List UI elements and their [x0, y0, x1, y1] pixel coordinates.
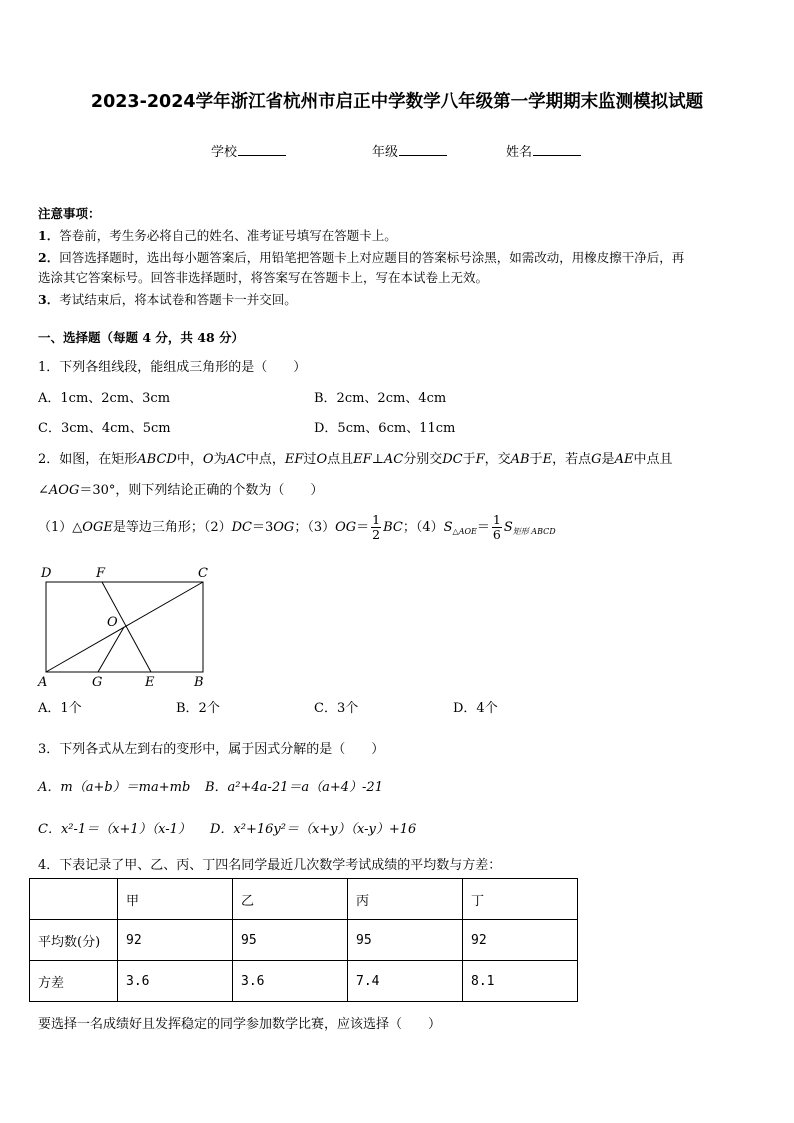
name-label: 姓名 — [506, 145, 533, 160]
q2-stem-line2: ∠AOG＝30°，则下列结论正确的个数为（ ） — [38, 483, 324, 498]
fraction-one-sixth: $\frac{1}{6}$ — [492, 512, 501, 542]
q3-option-c[interactable]: C．x²-1＝（x+1）（x-1） — [38, 822, 191, 837]
table-cell: 8.1 — [463, 961, 578, 1002]
note-3: 3．考试结束后，将本试卷和答题卡一并交回。 — [38, 292, 297, 307]
table-cell: 95 — [233, 920, 348, 961]
table-row — [30, 961, 578, 1002]
q1-option-d[interactable]: D．5cm、6cm、11cm — [314, 421, 456, 436]
name-blank[interactable] — [533, 142, 581, 156]
note-2-line2: 选涂其它答案标号。回答非选择题时，将答案写在答题卡上，写在本试卷上无效。 — [38, 270, 489, 285]
scores-table — [29, 878, 578, 1002]
table-cell: 3.6 — [118, 961, 233, 1002]
table-cell: 平均数(分) — [30, 920, 118, 961]
school-field[interactable] — [211, 141, 286, 160]
grade-blank[interactable] — [399, 142, 447, 156]
label-f: F — [96, 566, 106, 581]
q2-option-b[interactable]: B．2个 — [176, 701, 220, 716]
q3-option-a[interactable]: A．m（a+b）＝ma+mb — [38, 780, 191, 795]
note-2-line1: 2．回答选择题时，选出每小题答案后，用铅笔把答题卡上对应题目的答案标号涂黑，如需改动，用橡皮擦干净后，再 — [38, 250, 685, 265]
q4-question: 要选择一名成绩好且发挥稳定的同学参加数学比赛，应该选择（ ） — [38, 1017, 442, 1032]
label-e: E — [145, 675, 155, 690]
diagonal-ac — [46, 582, 203, 672]
exam-title: 2023-2024学年浙江省杭州市启正中学数学八年级第一学期期末监测模拟试题 — [90, 92, 704, 112]
grade-field[interactable] — [372, 141, 447, 160]
table-header-cell: 丁 — [463, 879, 578, 920]
notes-heading: 注意事项： — [38, 206, 101, 221]
segment-og — [98, 627, 124, 672]
table-cell: 方差 — [30, 961, 118, 1002]
label-a: A — [38, 675, 48, 690]
q2-option-a[interactable]: A．1个 — [38, 701, 82, 716]
q4-stem: 4．下表记录了甲、乙、丙、丁四名同学最近几次数学考试成绩的平均数与方差： — [38, 858, 502, 873]
name-field[interactable] — [506, 141, 581, 160]
q1-option-c[interactable]: C．3cm、4cm、5cm — [38, 421, 171, 436]
table-header-cell: 甲 — [118, 879, 233, 920]
q1-option-b[interactable]: B．2cm、2cm、4cm — [314, 391, 447, 406]
table-cell: 7.4 — [348, 961, 463, 1002]
table-cell: 3.6 — [233, 961, 348, 1002]
table-cell: 92 — [118, 920, 233, 961]
label-b: B — [194, 675, 204, 690]
table-header-row — [30, 879, 578, 920]
note-1: 1．答卷前，考生务必将自己的姓名、准考证号填写在答题卡上。 — [38, 228, 397, 243]
rectangle-figure — [36, 564, 216, 690]
q2-option-c[interactable]: C．3个 — [314, 701, 359, 716]
label-d: D — [41, 566, 52, 581]
table-header-cell: 乙 — [233, 879, 348, 920]
q3-stem: 3．下列各式从左到右的变形中，属于因式分解的是（ ） — [38, 742, 385, 757]
table-header-cell: 丙 — [348, 879, 463, 920]
label-g: G — [92, 675, 103, 690]
q2-option-d[interactable]: D．4个 — [453, 701, 498, 716]
q2-stem-line1: 2．如图，在矩形ABCD中，O为AC中点，EF过O点且EF⊥AC分别交DC于F，交AB于E，若点G是AE中点且 — [38, 452, 673, 467]
label-c: C — [198, 566, 208, 581]
label-o: O — [107, 615, 118, 630]
school-label: 学校 — [211, 145, 238, 160]
table-header-cell — [30, 879, 118, 920]
q2-conclusions: （1）△OGE是等边三角形；（2）DC＝3OG；（3）OG＝ $\frac{1}{2}$ BC；$(4)S_{\triangle AOE}=$ $\frac{1}{6}$ $S_{矩形 ABCD}$ — [38, 512, 556, 542]
table-cell: 92 — [463, 920, 578, 961]
grade-label: 年级 — [372, 145, 399, 160]
table-cell: 95 — [348, 920, 463, 961]
q3-option-d[interactable]: D．x²+16y²＝（x+y）（x-y）+16 — [210, 822, 417, 837]
q3-option-b[interactable]: B．a²+4a-21＝a（a+4）-21 — [205, 780, 383, 795]
school-blank[interactable] — [238, 142, 286, 156]
q1-stem: 1．下列各组线段，能组成三角形的是（ ） — [38, 360, 307, 375]
section-heading: 一、选择题（每题 4 分，共 48 分） — [38, 330, 245, 345]
q1-option-a[interactable]: A．1cm、2cm、3cm — [38, 391, 171, 406]
table-row — [30, 920, 578, 961]
fraction-one-half: $\frac{1}{2}$ — [372, 512, 381, 542]
